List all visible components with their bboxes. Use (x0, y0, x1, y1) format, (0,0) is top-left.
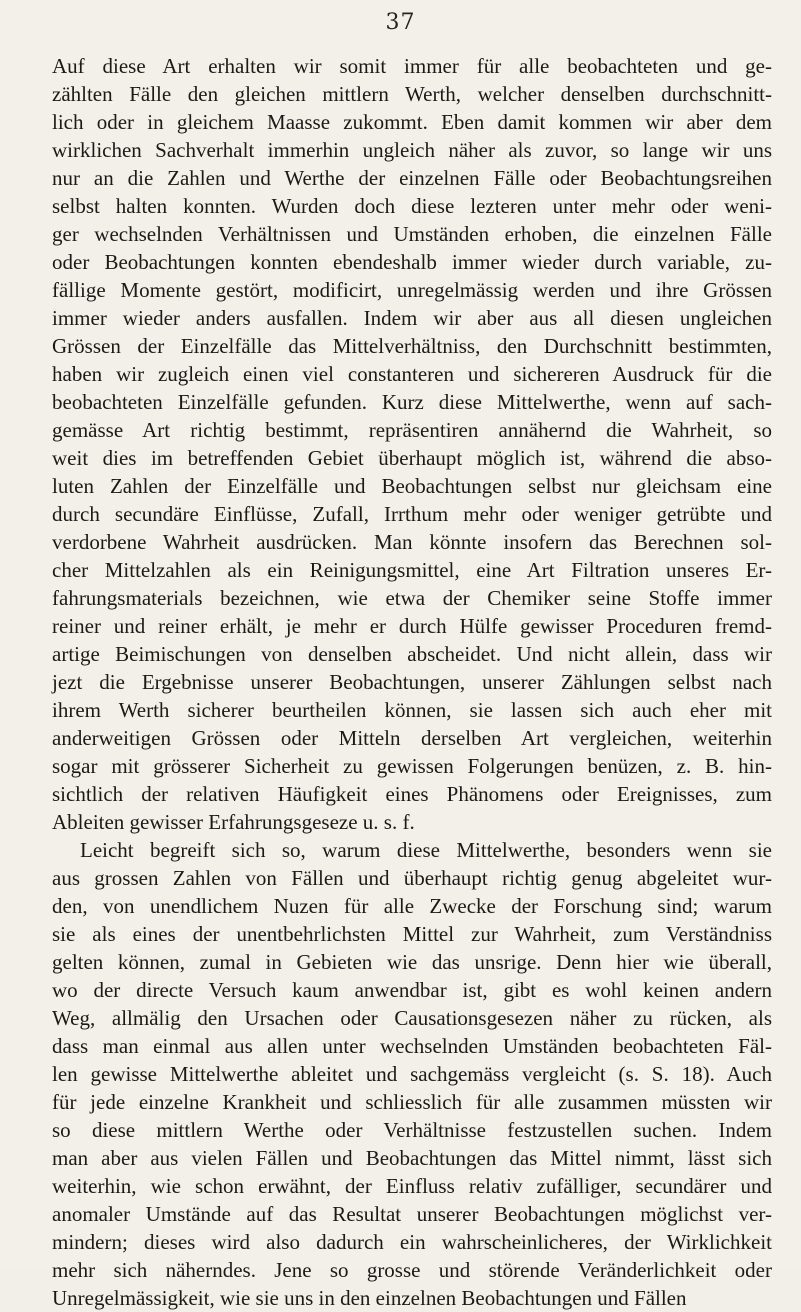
text-line: weit dies im betreffenden Gebiet überhaupt möglich ist, während die abso- (52, 446, 772, 470)
text-line: aus grossen Zahlen von Fällen und überhaupt richtig genug abgeleitet wur- (52, 866, 772, 890)
text-line: len gewisse Mittelwerthe ableitet und sachgemäss vergleicht (s. S. 18). Auch (52, 1062, 772, 1086)
text-line: mindern; dieses wird also dadurch ein wahrscheinlicheres, der Wirklichkeit (52, 1230, 772, 1254)
text-line: Leicht begreift sich so, warum diese Mittelwerthe, besonders wenn sie (80, 838, 772, 862)
text-line: luten Zahlen der Einzelfälle und Beobachtungen selbst nur gleichsam eine (52, 474, 772, 498)
text-line: Grössen der Einzelfälle das Mittelverhältniss, den Durchschnitt bestimmten, (52, 334, 772, 358)
text-line: anomaler Umstände auf das Resultat unserer Beobachtungen möglichst ver- (52, 1202, 772, 1226)
text-line: Ableiten gewisser Erfahrungsgeseze u. s. f. (52, 810, 415, 834)
text-line: nur an die Zahlen und Werthe der einzelnen Fälle oder Beobachtungsreihen (52, 166, 772, 190)
text-line: den, von unendlichem Nuzen für alle Zwecke der Forschung sind; warum (52, 894, 772, 918)
text-line: Auf diese Art erhalten wir somit immer für alle beobachteten und ge- (52, 54, 772, 78)
text-line: sichtlich der relativen Häufigkeit eines Phänomens oder Ereignisses, zum (52, 782, 772, 806)
text-line: mehr sich näherndes. Jene so grosse und störende Veränderlichkeit oder (52, 1258, 772, 1282)
text-line: Unregelmässigkeit, wie sie uns in den einzelnen Beobachtungen und Fällen (52, 1286, 687, 1310)
body-text (52, 52, 772, 1312)
text-line: fahrungsmaterials bezeichnen, wie etwa der Chemiker seine Stoffe immer (52, 586, 772, 610)
text-line: ihrem Werth sicherer beurtheilen können, sie lassen sich auch eher mit (52, 698, 772, 722)
text-line: artige Beimischungen von denselben abscheidet. Und nicht allein, dass wir (52, 642, 772, 666)
text-line: weiterhin, wie schon erwähnt, der Einfluss relativ zufälliger, secundärer und (52, 1174, 772, 1198)
paragraph (52, 52, 772, 836)
text-line: verdorbene Wahrheit ausdrücken. Man könnte insofern das Berechnen sol- (52, 530, 772, 554)
text-line: cher Mittelzahlen als ein Reinigungsmittel, eine Art Filtration unseres Er- (52, 558, 772, 582)
page-number: 37 (385, 10, 416, 35)
text-line: immer wieder anders ausfallen. Indem wir aber aus all diesen ungleichen (52, 306, 772, 330)
paragraph (52, 836, 772, 1312)
text-line: fällige Momente gestört, modificirt, unregelmässig werden und ihre Grössen (52, 278, 772, 302)
text-line: wo der directe Versuch kaum anwendbar ist, gibt es wohl keinen andern (52, 978, 772, 1002)
text-line: sogar mit grösserer Sicherheit zu gewissen Folgerungen benüzen, z. B. hin- (52, 754, 772, 778)
text-line: durch secundäre Einflüsse, Zufall, Irrthum mehr oder weniger getrübte und (52, 502, 772, 526)
text-line: beobachteten Einzelfälle gefunden. Kurz diese Mittelwerthe, wenn auf sach- (52, 390, 772, 414)
text-line: für jede einzelne Krankheit und schliesslich für alle zusammen müssten wir (52, 1090, 772, 1114)
text-line: man aber aus vielen Fällen und Beobachtungen das Mittel nimmt, lässt sich (52, 1146, 772, 1170)
text-line: gemässe Art richtig bestimmt, repräsentiren annähernd die Wahrheit, so (52, 418, 772, 442)
text-line: gelten können, zumal in Gebieten wie das unsrige. Denn hier wie überall, (52, 950, 772, 974)
text-line: lich oder in gleichem Maasse zukommt. Eben damit kommen wir aber dem (52, 110, 772, 134)
text-line: so diese mittlern Werthe oder Verhältnisse festzustellen suchen. Indem (52, 1118, 772, 1142)
text-line: dass man einmal aus allen unter wechselnden Umständen beobachteten Fäl- (52, 1034, 772, 1058)
text-line: zählten Fälle den gleichen mittlern Werth, welcher denselben durchschnitt- (52, 82, 772, 106)
text-line: selbst halten konnten. Wurden doch diese lezteren unter mehr oder weni- (52, 194, 772, 218)
text-line: Weg, allmälig den Ursachen oder Causationsgesezen näher zu rücken, als (52, 1006, 772, 1030)
text-line: wirklichen Sachverhalt immerhin ungleich näher als zuvor, so lange wir uns (52, 138, 772, 162)
text-line: reiner und reiner erhält, je mehr er durch Hülfe gewisser Proceduren fremd- (52, 614, 772, 638)
text-line: anderweitigen Grössen oder Mitteln derselben Art vergleichen, weiterhin (52, 726, 772, 750)
text-line: ger wechselnden Verhältnissen und Umständen erhoben, die einzelnen Fälle (52, 222, 772, 246)
text-line: oder Beobachtungen konnten ebendeshalb immer wieder durch variable, zu- (52, 250, 772, 274)
text-line: jezt die Ergebnisse unserer Beobachtungen, unserer Zählungen selbst nach (52, 670, 772, 694)
text-line: haben wir zugleich einen viel constanteren und sichereren Ausdruck für die (52, 362, 772, 386)
text-line: sie als eines der unentbehrlichsten Mittel zur Wahrheit, zum Verständniss (52, 922, 772, 946)
